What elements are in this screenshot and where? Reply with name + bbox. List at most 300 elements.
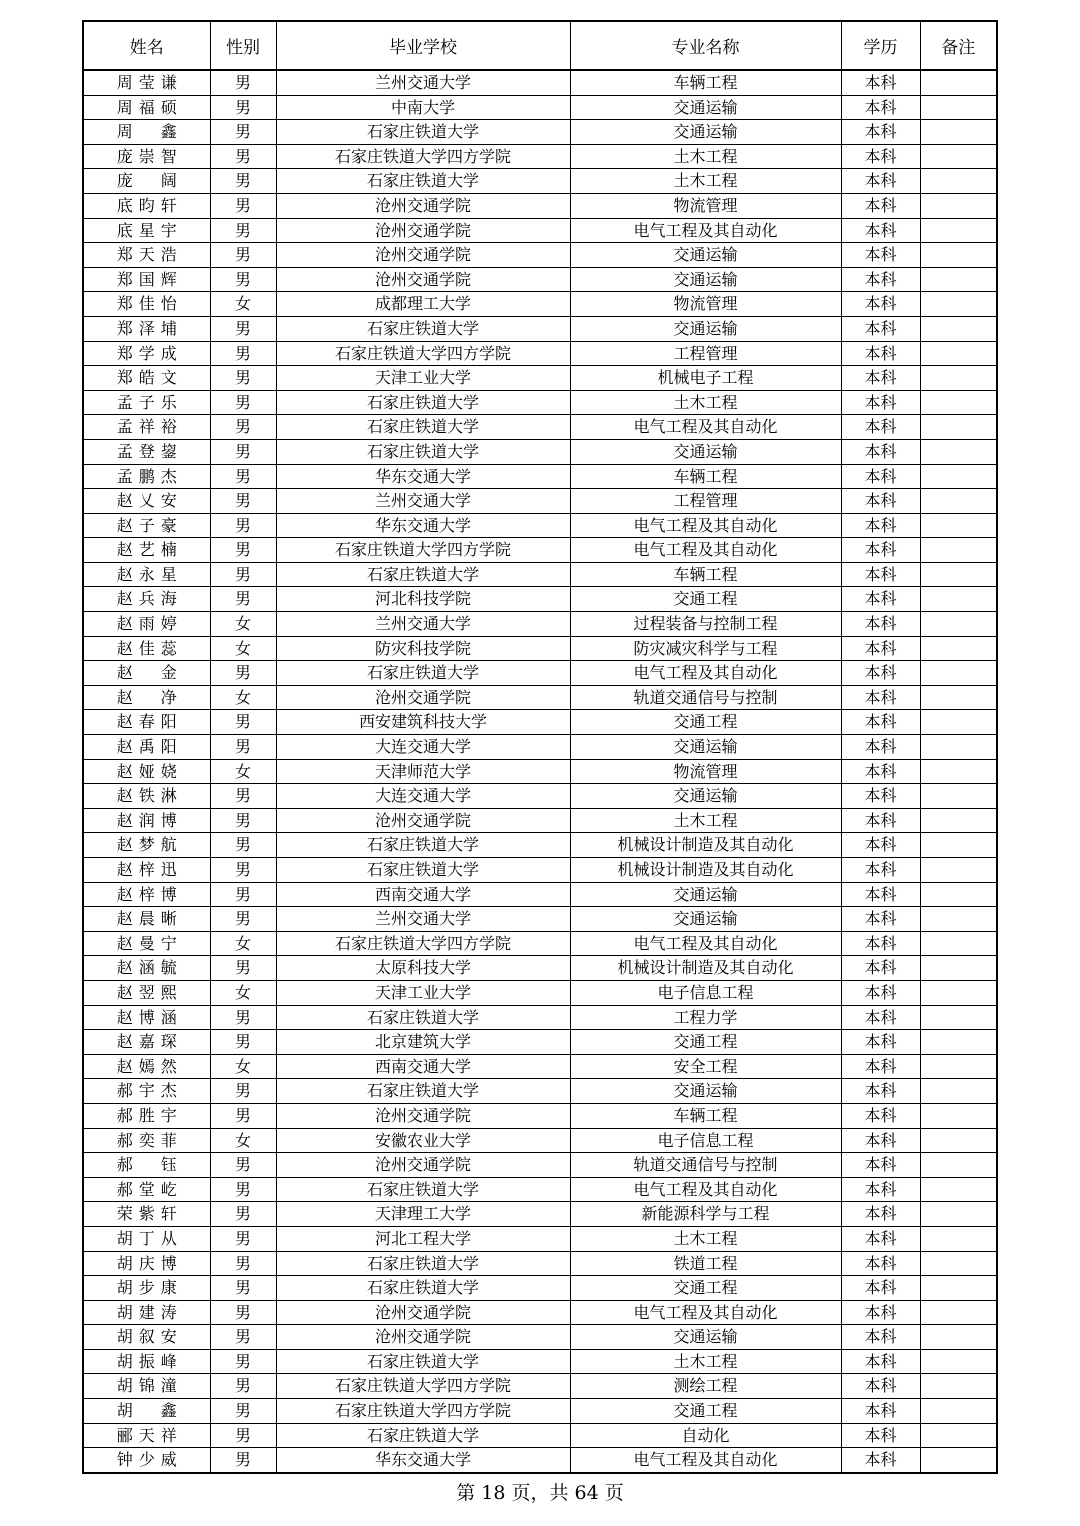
remarks-cell — [920, 1226, 997, 1251]
table-row — [83, 1448, 997, 1473]
name-cell: 周莹谦 — [83, 70, 210, 95]
school-cell: 西南交通大学 — [276, 1054, 570, 1079]
school-cell: 沧州交通学院 — [276, 685, 570, 710]
gender-cell: 男 — [210, 439, 276, 464]
major-cell: 防灾减灾科学与工程 — [570, 636, 841, 661]
major-cell: 交通运输 — [570, 267, 841, 292]
name-cell: 赵禹阳 — [83, 735, 210, 760]
degree-cell: 本科 — [841, 562, 920, 587]
name-cell: 荣紫轩 — [83, 1202, 210, 1227]
major-cell: 交通运输 — [570, 243, 841, 268]
name-cell: 赵嫣然 — [83, 1054, 210, 1079]
school-cell: 石家庄铁道大学 — [276, 1251, 570, 1276]
gender-cell: 男 — [210, 1226, 276, 1251]
school-cell: 石家庄铁道大学 — [276, 415, 570, 440]
gender-cell: 男 — [210, 243, 276, 268]
table-row — [83, 489, 997, 514]
name-cell: 赵娅娆 — [83, 759, 210, 784]
school-cell: 石家庄铁道大学四方学院 — [276, 538, 570, 563]
gender-cell: 男 — [210, 1276, 276, 1301]
table-row — [83, 1054, 997, 1079]
remarks-cell — [920, 1374, 997, 1399]
degree-cell: 本科 — [841, 439, 920, 464]
table-row — [83, 1177, 997, 1202]
major-cell: 土木工程 — [570, 144, 841, 169]
name-cell: 孟祥裕 — [83, 415, 210, 440]
remarks-cell — [920, 1079, 997, 1104]
name-cell: 赵兵海 — [83, 587, 210, 612]
name-cell: 胡 鑫 — [83, 1399, 210, 1424]
degree-cell: 本科 — [841, 341, 920, 366]
school-cell: 石家庄铁道大学 — [276, 562, 570, 587]
major-cell: 电气工程及其自动化 — [570, 415, 841, 440]
table-row — [83, 1423, 997, 1448]
gender-cell: 男 — [210, 710, 276, 735]
name-cell: 赵梓博 — [83, 882, 210, 907]
remarks-cell — [920, 193, 997, 218]
school-cell: 石家庄铁道大学 — [276, 1276, 570, 1301]
table-row — [83, 1005, 997, 1030]
gender-cell: 男 — [210, 341, 276, 366]
major-cell: 机械设计制造及其自动化 — [570, 956, 841, 981]
header-name: 姓名 — [83, 21, 210, 70]
degree-cell: 本科 — [841, 759, 920, 784]
degree-cell: 本科 — [841, 1005, 920, 1030]
header-remarks: 备注 — [920, 21, 997, 70]
major-cell: 机械电子工程 — [570, 366, 841, 391]
school-cell: 太原科技大学 — [276, 956, 570, 981]
name-cell: 郝宇杰 — [83, 1079, 210, 1104]
remarks-cell — [920, 1349, 997, 1374]
major-cell: 铁道工程 — [570, 1251, 841, 1276]
school-cell: 大连交通大学 — [276, 735, 570, 760]
header-row — [83, 21, 997, 70]
degree-cell: 本科 — [841, 513, 920, 538]
table-row — [83, 735, 997, 760]
school-cell: 华东交通大学 — [276, 1448, 570, 1473]
school-cell: 天津理工大学 — [276, 1202, 570, 1227]
degree-cell: 本科 — [841, 1374, 920, 1399]
major-cell: 新能源科学与工程 — [570, 1202, 841, 1227]
gender-cell: 男 — [210, 366, 276, 391]
major-cell: 电子信息工程 — [570, 980, 841, 1005]
gender-cell: 女 — [210, 636, 276, 661]
table-row — [83, 1374, 997, 1399]
remarks-cell — [920, 1276, 997, 1301]
remarks-cell — [920, 292, 997, 317]
name-cell: 郑皓文 — [83, 366, 210, 391]
gender-cell: 女 — [210, 1054, 276, 1079]
gender-cell: 女 — [210, 980, 276, 1005]
remarks-cell — [920, 70, 997, 95]
major-cell: 土木工程 — [570, 1349, 841, 1374]
table-row — [83, 562, 997, 587]
degree-cell: 本科 — [841, 1423, 920, 1448]
table-row — [83, 1103, 997, 1128]
table-row — [83, 858, 997, 883]
header-major: 专业名称 — [570, 21, 841, 70]
table-row — [83, 1079, 997, 1104]
name-cell: 胡锦潼 — [83, 1374, 210, 1399]
table-row — [83, 1226, 997, 1251]
degree-cell: 本科 — [841, 316, 920, 341]
school-cell: 河北工程大学 — [276, 1226, 570, 1251]
remarks-cell — [920, 1153, 997, 1178]
major-cell: 物流管理 — [570, 292, 841, 317]
remarks-cell — [920, 366, 997, 391]
gender-cell: 男 — [210, 808, 276, 833]
table-row — [83, 1399, 997, 1424]
name-cell: 孟登鋆 — [83, 439, 210, 464]
major-cell: 交通运输 — [570, 95, 841, 120]
major-cell: 物流管理 — [570, 759, 841, 784]
name-cell: 钟少威 — [83, 1448, 210, 1473]
degree-cell: 本科 — [841, 784, 920, 809]
remarks-cell — [920, 1103, 997, 1128]
degree-cell: 本科 — [841, 1177, 920, 1202]
major-cell: 自动化 — [570, 1423, 841, 1448]
remarks-cell — [920, 685, 997, 710]
major-cell: 土木工程 — [570, 390, 841, 415]
degree-cell: 本科 — [841, 292, 920, 317]
name-cell: 赵艺楠 — [83, 538, 210, 563]
degree-cell: 本科 — [841, 1030, 920, 1055]
name-cell: 赵梦航 — [83, 833, 210, 858]
major-cell: 工程管理 — [570, 489, 841, 514]
major-cell: 车辆工程 — [570, 562, 841, 587]
degree-cell: 本科 — [841, 1226, 920, 1251]
gender-cell: 男 — [210, 735, 276, 760]
name-cell: 赵曼宁 — [83, 931, 210, 956]
degree-cell: 本科 — [841, 1079, 920, 1104]
school-cell: 兰州交通大学 — [276, 489, 570, 514]
major-cell: 电气工程及其自动化 — [570, 1300, 841, 1325]
gender-cell: 男 — [210, 489, 276, 514]
gender-cell: 男 — [210, 1103, 276, 1128]
table-row — [83, 316, 997, 341]
school-cell: 沧州交通学院 — [276, 243, 570, 268]
degree-cell: 本科 — [841, 980, 920, 1005]
degree-cell: 本科 — [841, 1448, 920, 1473]
degree-cell: 本科 — [841, 1399, 920, 1424]
table-row — [83, 243, 997, 268]
degree-cell: 本科 — [841, 1276, 920, 1301]
table-row — [83, 1128, 997, 1153]
gender-cell: 女 — [210, 292, 276, 317]
name-cell: 赵润博 — [83, 808, 210, 833]
name-cell: 庞 阔 — [83, 169, 210, 194]
school-cell: 华东交通大学 — [276, 513, 570, 538]
table-row — [83, 882, 997, 907]
remarks-cell — [920, 956, 997, 981]
major-cell: 物流管理 — [570, 193, 841, 218]
table-row — [83, 784, 997, 809]
remarks-cell — [920, 636, 997, 661]
school-cell: 石家庄铁道大学 — [276, 858, 570, 883]
major-cell: 工程管理 — [570, 341, 841, 366]
major-cell: 车辆工程 — [570, 70, 841, 95]
remarks-cell — [920, 735, 997, 760]
gender-cell: 男 — [210, 1005, 276, 1030]
remarks-cell — [920, 1030, 997, 1055]
degree-cell: 本科 — [841, 538, 920, 563]
degree-cell: 本科 — [841, 636, 920, 661]
table-row — [83, 144, 997, 169]
degree-cell: 本科 — [841, 144, 920, 169]
table-row — [83, 980, 997, 1005]
header-gender: 性别 — [210, 21, 276, 70]
remarks-cell — [920, 612, 997, 637]
remarks-cell — [920, 489, 997, 514]
remarks-cell — [920, 1423, 997, 1448]
major-cell: 电气工程及其自动化 — [570, 513, 841, 538]
remarks-cell — [920, 1325, 997, 1350]
remarks-cell — [920, 538, 997, 563]
remarks-cell — [920, 95, 997, 120]
table-row — [83, 612, 997, 637]
gender-cell: 男 — [210, 1399, 276, 1424]
table-row — [83, 1276, 997, 1301]
major-cell: 交通运输 — [570, 907, 841, 932]
name-cell: 赵铁淋 — [83, 784, 210, 809]
table-row — [83, 341, 997, 366]
remarks-cell — [920, 120, 997, 145]
remarks-cell — [920, 1448, 997, 1473]
degree-cell: 本科 — [841, 1153, 920, 1178]
major-cell: 测绘工程 — [570, 1374, 841, 1399]
gender-cell: 男 — [210, 70, 276, 95]
remarks-cell — [920, 833, 997, 858]
degree-cell: 本科 — [841, 735, 920, 760]
gender-cell: 男 — [210, 464, 276, 489]
school-cell: 沧州交通学院 — [276, 1153, 570, 1178]
gender-cell: 男 — [210, 1202, 276, 1227]
major-cell: 电气工程及其自动化 — [570, 931, 841, 956]
name-cell: 孟子乐 — [83, 390, 210, 415]
name-cell: 郦天祥 — [83, 1423, 210, 1448]
name-cell: 胡丁从 — [83, 1226, 210, 1251]
name-cell: 胡庆博 — [83, 1251, 210, 1276]
gender-cell: 男 — [210, 858, 276, 883]
school-cell: 天津师范大学 — [276, 759, 570, 784]
major-cell: 交通运输 — [570, 735, 841, 760]
degree-cell: 本科 — [841, 1054, 920, 1079]
gender-cell: 女 — [210, 1128, 276, 1153]
degree-cell: 本科 — [841, 587, 920, 612]
table-row — [83, 193, 997, 218]
school-cell: 沧州交通学院 — [276, 1300, 570, 1325]
major-cell: 交通运输 — [570, 1325, 841, 1350]
table-row — [83, 759, 997, 784]
name-cell: 孟鹏杰 — [83, 464, 210, 489]
table-row — [83, 661, 997, 686]
major-cell: 交通工程 — [570, 1276, 841, 1301]
school-cell: 华东交通大学 — [276, 464, 570, 489]
major-cell: 电子信息工程 — [570, 1128, 841, 1153]
gender-cell: 男 — [210, 390, 276, 415]
name-cell: 赵子豪 — [83, 513, 210, 538]
remarks-cell — [920, 784, 997, 809]
gender-cell: 男 — [210, 587, 276, 612]
gender-cell: 男 — [210, 1325, 276, 1350]
remarks-cell — [920, 587, 997, 612]
gender-cell: 男 — [210, 1448, 276, 1473]
major-cell: 电气工程及其自动化 — [570, 1448, 841, 1473]
degree-cell: 本科 — [841, 931, 920, 956]
table-row — [83, 833, 997, 858]
name-cell: 胡叙安 — [83, 1325, 210, 1350]
school-cell: 兰州交通大学 — [276, 612, 570, 637]
name-cell: 底星宇 — [83, 218, 210, 243]
school-cell: 北京建筑大学 — [276, 1030, 570, 1055]
degree-cell: 本科 — [841, 1300, 920, 1325]
school-cell: 兰州交通大学 — [276, 70, 570, 95]
remarks-cell — [920, 1177, 997, 1202]
name-cell: 周 鑫 — [83, 120, 210, 145]
name-cell: 郝 钰 — [83, 1153, 210, 1178]
major-cell: 电气工程及其自动化 — [570, 218, 841, 243]
gender-cell: 女 — [210, 685, 276, 710]
school-cell: 石家庄铁道大学四方学院 — [276, 1399, 570, 1424]
remarks-cell — [920, 907, 997, 932]
degree-cell: 本科 — [841, 685, 920, 710]
name-cell: 胡建涛 — [83, 1300, 210, 1325]
gender-cell: 男 — [210, 1079, 276, 1104]
table-row — [83, 907, 997, 932]
table-row — [83, 366, 997, 391]
remarks-cell — [920, 1202, 997, 1227]
remarks-cell — [920, 710, 997, 735]
school-cell: 石家庄铁道大学四方学院 — [276, 341, 570, 366]
gender-cell: 男 — [210, 218, 276, 243]
remarks-cell — [920, 144, 997, 169]
name-cell: 庞崇智 — [83, 144, 210, 169]
table-row — [83, 685, 997, 710]
gender-cell: 男 — [210, 956, 276, 981]
gender-cell: 男 — [210, 661, 276, 686]
major-cell: 交通运输 — [570, 784, 841, 809]
table-row — [83, 292, 997, 317]
degree-cell: 本科 — [841, 1103, 920, 1128]
table-row — [83, 464, 997, 489]
major-cell: 交通运输 — [570, 1079, 841, 1104]
school-cell: 成都理工大学 — [276, 292, 570, 317]
header-school: 毕业学校 — [276, 21, 570, 70]
remarks-cell — [920, 931, 997, 956]
school-cell: 石家庄铁道大学四方学院 — [276, 144, 570, 169]
major-cell: 工程力学 — [570, 1005, 841, 1030]
gender-cell: 男 — [210, 169, 276, 194]
degree-cell: 本科 — [841, 218, 920, 243]
name-cell: 郑国辉 — [83, 267, 210, 292]
remarks-cell — [920, 1128, 997, 1153]
page-footer: 第 18 页，共 64 页 — [456, 1482, 624, 1504]
school-cell: 石家庄铁道大学 — [276, 169, 570, 194]
degree-cell: 本科 — [841, 808, 920, 833]
remarks-cell — [920, 464, 997, 489]
remarks-cell — [920, 562, 997, 587]
gender-cell: 男 — [210, 1300, 276, 1325]
name-cell: 赵 金 — [83, 661, 210, 686]
degree-cell: 本科 — [841, 858, 920, 883]
gender-cell: 男 — [210, 267, 276, 292]
major-cell: 机械设计制造及其自动化 — [570, 858, 841, 883]
school-cell: 石家庄铁道大学 — [276, 120, 570, 145]
degree-cell: 本科 — [841, 612, 920, 637]
school-cell: 石家庄铁道大学 — [276, 1005, 570, 1030]
name-cell: 赵春阳 — [83, 710, 210, 735]
major-cell: 机械设计制造及其自动化 — [570, 833, 841, 858]
school-cell: 石家庄铁道大学 — [276, 316, 570, 341]
school-cell: 沧州交通学院 — [276, 218, 570, 243]
degree-cell: 本科 — [841, 833, 920, 858]
degree-cell: 本科 — [841, 415, 920, 440]
major-cell: 电气工程及其自动化 — [570, 661, 841, 686]
remarks-cell — [920, 1251, 997, 1276]
table-row — [83, 95, 997, 120]
school-cell: 天津工业大学 — [276, 366, 570, 391]
school-cell: 天津工业大学 — [276, 980, 570, 1005]
name-cell: 郑佳怡 — [83, 292, 210, 317]
gender-cell: 男 — [210, 415, 276, 440]
degree-cell: 本科 — [841, 267, 920, 292]
degree-cell: 本科 — [841, 169, 920, 194]
remarks-cell — [920, 882, 997, 907]
gender-cell: 男 — [210, 193, 276, 218]
major-cell: 电气工程及其自动化 — [570, 538, 841, 563]
name-cell: 赵佳蕊 — [83, 636, 210, 661]
major-cell: 电气工程及其自动化 — [570, 1177, 841, 1202]
major-cell: 交通运输 — [570, 439, 841, 464]
school-cell: 沧州交通学院 — [276, 808, 570, 833]
table-row — [83, 956, 997, 981]
name-cell: 赵涵毓 — [83, 956, 210, 981]
degree-cell: 本科 — [841, 390, 920, 415]
remarks-cell — [920, 439, 997, 464]
degree-cell: 本科 — [841, 489, 920, 514]
table-row — [83, 710, 997, 735]
remarks-cell — [920, 341, 997, 366]
major-cell: 土木工程 — [570, 1226, 841, 1251]
name-cell: 赵晨晰 — [83, 907, 210, 932]
school-cell: 石家庄铁道大学 — [276, 439, 570, 464]
table-row — [83, 1153, 997, 1178]
table-row — [83, 70, 997, 95]
school-cell: 兰州交通大学 — [276, 907, 570, 932]
major-cell: 交通工程 — [570, 1399, 841, 1424]
degree-cell: 本科 — [841, 95, 920, 120]
major-cell: 交通工程 — [570, 587, 841, 612]
gender-cell: 男 — [210, 1349, 276, 1374]
table-row — [83, 1349, 997, 1374]
school-cell: 沧州交通学院 — [276, 193, 570, 218]
table-row — [83, 1300, 997, 1325]
degree-cell: 本科 — [841, 661, 920, 686]
name-cell: 赵博涵 — [83, 1005, 210, 1030]
remarks-cell — [920, 218, 997, 243]
name-cell: 赵乂安 — [83, 489, 210, 514]
school-cell: 石家庄铁道大学 — [276, 661, 570, 686]
table-row — [83, 1030, 997, 1055]
degree-cell: 本科 — [841, 1325, 920, 1350]
gender-cell: 男 — [210, 538, 276, 563]
school-cell: 石家庄铁道大学 — [276, 1177, 570, 1202]
major-cell: 土木工程 — [570, 808, 841, 833]
name-cell: 郑泽埔 — [83, 316, 210, 341]
school-cell: 石家庄铁道大学四方学院 — [276, 931, 570, 956]
name-cell: 赵翌熙 — [83, 980, 210, 1005]
header-degree: 学历 — [841, 21, 920, 70]
